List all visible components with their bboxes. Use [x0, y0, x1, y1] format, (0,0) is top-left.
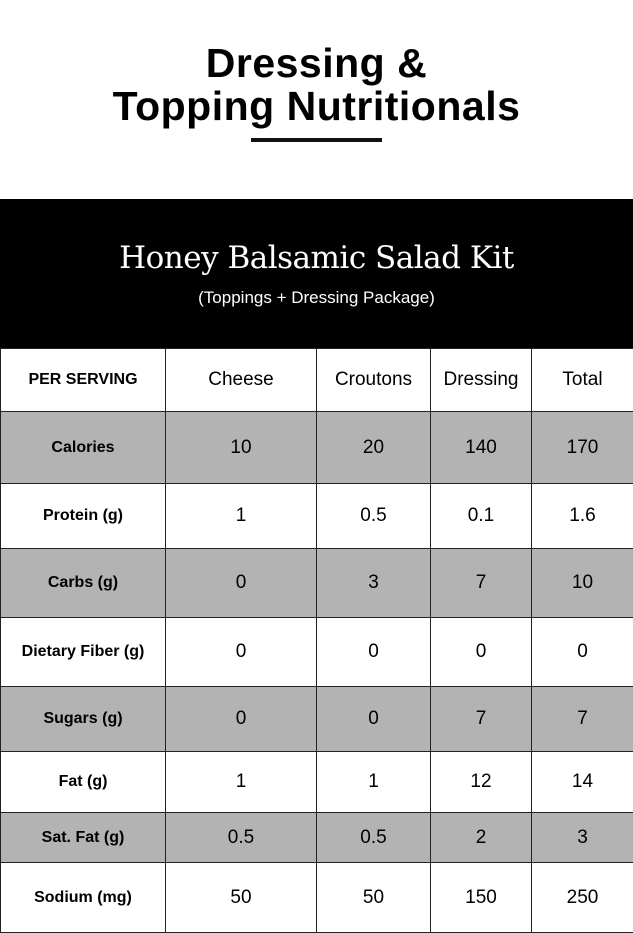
- page-title-line-1: Dressing &: [205, 40, 428, 86]
- table-cell: 3: [317, 549, 431, 618]
- table-row: [1, 618, 633, 687]
- table-cell: 7: [431, 687, 532, 752]
- table-row: [1, 549, 633, 618]
- table-cell: 14: [532, 752, 633, 813]
- table-cell: 20: [317, 412, 431, 484]
- table-cell: 0: [532, 618, 633, 687]
- product-banner: [0, 199, 633, 348]
- product-subtitle: (Toppings + Dressing Package): [198, 288, 435, 307]
- row-label: Dietary Fiber (g): [1, 618, 166, 687]
- row-label: Sugars (g): [1, 687, 166, 752]
- table-cell: 0: [166, 687, 317, 752]
- table-cell: 0: [166, 618, 317, 687]
- table-header-row: [1, 349, 633, 412]
- table-cell: 50: [166, 863, 317, 933]
- row-label: Sat. Fat (g): [1, 813, 166, 863]
- table-cell: 150: [431, 863, 532, 933]
- table-row: [1, 752, 633, 813]
- page-title-line-2: Topping Nutritionals: [112, 83, 521, 129]
- table-cell: 0.1: [431, 484, 532, 549]
- table-cell: 0.5: [166, 813, 317, 863]
- table-cell: 1: [317, 752, 431, 813]
- table-cell: 10: [532, 549, 633, 618]
- table-cell: 10: [166, 412, 317, 484]
- row-label: Fat (g): [1, 752, 166, 813]
- table-cell: 0: [317, 618, 431, 687]
- table-row: [1, 813, 633, 863]
- table-row: [1, 412, 633, 484]
- table-row: [1, 484, 633, 549]
- table-cell: 3: [532, 813, 633, 863]
- row-label: Protein (g): [1, 484, 166, 549]
- table-cell: 2: [431, 813, 532, 863]
- table-cell: 170: [532, 412, 633, 484]
- table-cell: 1: [166, 484, 317, 549]
- per-serving-header: PER SERVING: [1, 349, 166, 412]
- table-cell: 50: [317, 863, 431, 933]
- nutrition-table: [0, 348, 633, 933]
- row-label: Calories: [1, 412, 166, 484]
- table-cell: 7: [431, 549, 532, 618]
- column-header-cheese: Cheese: [166, 349, 317, 412]
- table-cell: 140: [431, 412, 532, 484]
- product-title: Honey Balsamic Salad Kit: [119, 240, 514, 276]
- table-row: [1, 863, 633, 933]
- row-label: Sodium (mg): [1, 863, 166, 933]
- row-label: Carbs (g): [1, 549, 166, 618]
- table-cell: 0.5: [317, 813, 431, 863]
- table-cell: 0: [166, 549, 317, 618]
- column-header-dressing: Dressing: [431, 349, 532, 412]
- page-title: [0, 42, 633, 128]
- table-cell: 12: [431, 752, 532, 813]
- table-row: [1, 687, 633, 752]
- table-cell: 1: [166, 752, 317, 813]
- column-header-total: Total: [532, 349, 633, 412]
- table-cell: 0.5: [317, 484, 431, 549]
- table-cell: 0: [317, 687, 431, 752]
- title-underline: [251, 138, 382, 142]
- table-cell: 7: [532, 687, 633, 752]
- table-cell: 1.6: [532, 484, 633, 549]
- column-header-croutons: Croutons: [317, 349, 431, 412]
- table-cell: 0: [431, 618, 532, 687]
- table-cell: 250: [532, 863, 633, 933]
